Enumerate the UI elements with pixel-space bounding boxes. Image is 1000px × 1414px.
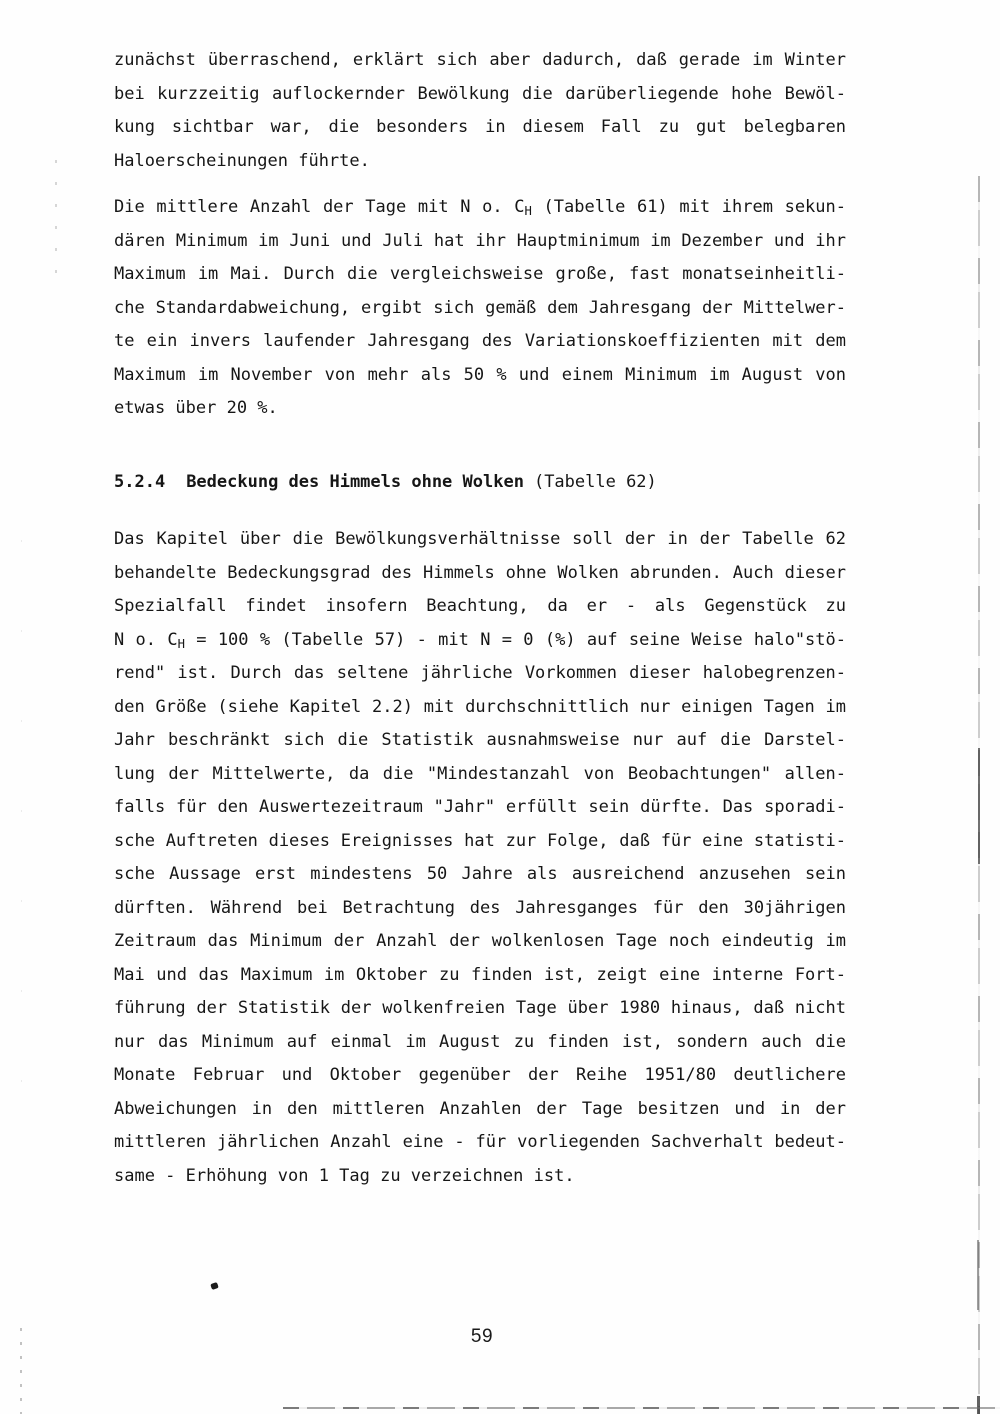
text-line: kung sichtbar war, die besonders in diesem Fall zu gut belegbaren <box>114 117 846 137</box>
section-title: Bedeckung des Himmels ohne Wolken <box>186 471 524 492</box>
paragraph <box>114 44 846 178</box>
text-line: dürften. Während bei Betrachtung des Jahresganges für den 30jährigen <box>114 897 846 918</box>
text-line: Das Kapitel über die Bewölkungsverhältnisse soll der in der Tabelle 62 <box>114 529 846 549</box>
section-heading <box>114 466 846 500</box>
page-number: 59 <box>470 1326 494 1347</box>
text-line: behandelte Bedeckungsgrad des Himmels ohne Wolken abrunden. Auch dieser <box>114 562 846 583</box>
text-line: N o. $C_H = 100$ % (Tabelle 57) - mit N = 0 (%) auf seine Weise halo"stö- <box>114 629 846 651</box>
text-line: Zeitraum das Minimum der Anzahl der wolkenlosen Tage noch eindeutig im <box>114 931 846 951</box>
text-line: Maximum im November von mehr als 50 % und einem Minimum im August von <box>114 364 846 385</box>
text-line: che Standardabweichung, ergibt sich gemäß dem Jahresgang der Mittelwer- <box>114 297 846 318</box>
text-line: bei kurzzeitig auflockernder Bewölkung die darüberliegende hohe Bewöl- <box>114 83 846 104</box>
scan-artifact-right-edge-dark-segment <box>978 748 980 864</box>
text-line: Jahr beschränkt sich die Statistik ausnahmsweise nur auf die Darstel- <box>114 730 846 750</box>
text-line: te ein invers laufender Jahresgang des Variationskoeffizienten mit dem <box>114 331 846 351</box>
scan-artifact-right-edge-dark-segment <box>977 1396 980 1414</box>
paragraph <box>114 191 846 426</box>
text-line: mittleren jährlichen Anzahl eine - für vorliegenden Sachverhalt bedeut- <box>114 1132 846 1152</box>
text-line: sche Aussage erst mindestens 50 Jahre als ausreichend anzusehen sein <box>114 864 846 884</box>
paragraph <box>114 523 846 1193</box>
text-line: dären Minimum im Juni und Juli hat ihr Hauptminimum im Dezember und ihr <box>114 230 846 251</box>
scan-artifact-left-edge-dots <box>55 160 57 290</box>
text-line: sche Auftreten dieses Ereignisses hat zur Folge, daß für eine statisti- <box>114 830 846 851</box>
text-line: Abweichungen in den mittleren Anzahlen der Tage besitzen und in der <box>114 1098 846 1119</box>
scan-artifact-bottom-dashed-line <box>283 1407 1000 1409</box>
text-line: führung der Statistik der wolkenfreien Tage über 1980 hinaus, daß nicht <box>114 998 846 1018</box>
text-line: lung der Mittelwerte, da die "Mindestanzahl von Beobachtungen" allen- <box>114 763 846 784</box>
scan-artifact-right-edge-line <box>978 176 980 1414</box>
scan-artifact-left-edge-dots <box>20 1328 22 1414</box>
text-line: Maximum im Mai. Durch die vergleichsweise große, fast monatseinheitli- <box>114 264 846 284</box>
text-line: Die mittlere Anzahl der Tage mit N o. $C_H$ (Tabelle 61) mit ihrem sekun- <box>114 197 847 218</box>
section-heading-table-ref: (Tabelle 62) <box>533 471 657 492</box>
text-line: Monate Februar und Oktober gegenüber der Reihe 1951/80 deutlichere <box>114 1065 846 1085</box>
text-line: same - Erhöhung von 1 Tag zu verzeichnen ist. <box>114 1165 575 1186</box>
text-block <box>114 44 846 1193</box>
text-line: rend" ist. Durch das seltene jährliche Vorkommen dieser halobegrenzen- <box>114 663 846 683</box>
section-number: 5.2.4 <box>114 471 166 492</box>
scan-artifact-left-edge-dots <box>21 540 22 1140</box>
text-line: zunächst überraschend, erklärt sich aber dadurch, daß gerade im Winter <box>114 50 846 70</box>
text-line: Mai und das Maximum im Oktober zu finden ist, zeigt eine interne Fort- <box>114 964 846 985</box>
text-line: den Größe (siehe Kapitel 2.2) mit durchschnittlich nur einigen Tagen im <box>114 696 846 717</box>
text-line: falls für den Auswertezeitraum "Jahr" erfüllt sein dürfte. Das sporadi- <box>114 797 846 817</box>
text-line: nur das Minimum auf einmal im August zu finden ist, sondern auch die <box>114 1031 846 1052</box>
scan-artifact-ink-speck <box>210 1282 219 1290</box>
text-line: etwas über 20 %. <box>114 398 278 418</box>
text-line: Spezialfall findet insofern Beachtung, da er - als Gegenstück zu <box>114 596 846 616</box>
scan-artifact-right-edge-dark-segment <box>977 1240 979 1310</box>
text-line: Haloerscheinungen führte. <box>114 150 370 171</box>
